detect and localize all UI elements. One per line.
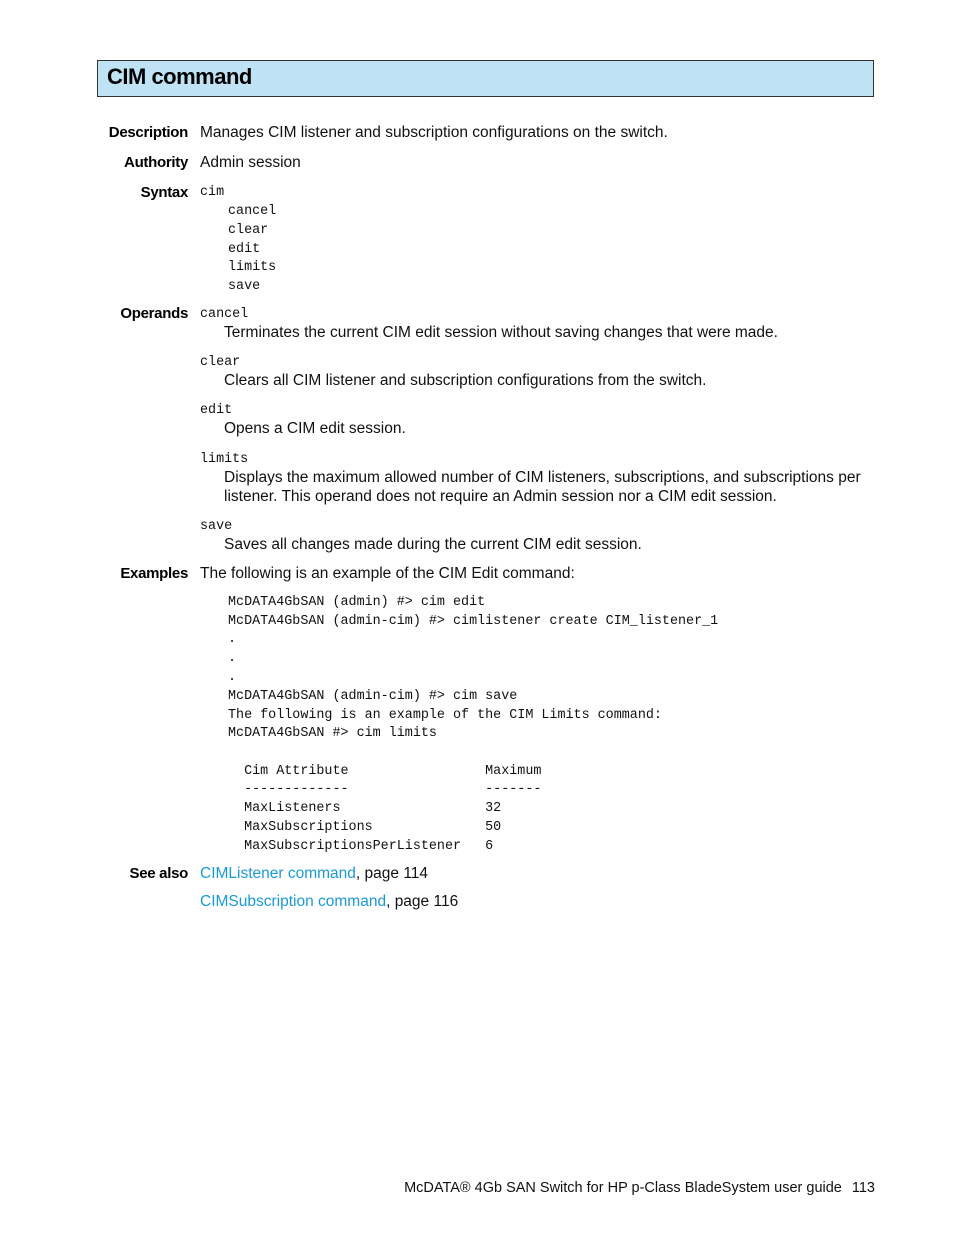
authority-text: Admin session xyxy=(200,154,301,171)
code-line: . xyxy=(228,632,237,647)
code-line: . xyxy=(228,670,237,685)
operand-description: Displays the maximum allowed number of CIM listeners, subscriptions, and subscriptions per xyxy=(224,469,861,486)
description-label: Description xyxy=(108,124,188,141)
cimlistener-link[interactable]: CIMListener command xyxy=(200,865,356,882)
operand-name: edit xyxy=(200,403,233,418)
syntax-keyword: save xyxy=(228,279,261,294)
syntax-command: cim xyxy=(200,185,225,200)
code-line: MaxListeners 32 xyxy=(228,801,502,816)
syntax-keyword: limits xyxy=(228,260,277,275)
page-number: 113 xyxy=(851,1180,875,1196)
code-line: MaxSubscriptions 50 xyxy=(228,820,502,835)
syntax-keyword: edit xyxy=(228,242,261,257)
footer-title: McDATA® 4Gb SAN Switch for HP p-Class BladeSystem user guide xyxy=(404,1180,842,1196)
authority-label: Authority xyxy=(124,154,188,171)
cimsubscription-link[interactable]: CIMSubscription command xyxy=(200,893,387,910)
operand-name: save xyxy=(200,519,233,534)
page-footer xyxy=(404,1180,875,1196)
see-also-label: See also xyxy=(129,865,188,882)
code-line: McDATA4GbSAN (admin) #> cim edit xyxy=(228,595,486,610)
code-line: MaxSubscriptionsPerListener 6 xyxy=(228,839,494,854)
operand-name: limits xyxy=(200,452,249,467)
operand-description: Terminates the current CIM edit session without saving changes that were made. xyxy=(224,324,778,341)
page-reference: , page 114 xyxy=(355,865,429,882)
see-also-entry xyxy=(200,865,428,883)
description-text: Manages CIM listener and subscription configurations on the switch. xyxy=(200,124,668,141)
operand-description: Clears all CIM listener and subscription configurations from the switch. xyxy=(224,372,707,389)
operands-label: Operands xyxy=(120,305,188,322)
operand-description: Opens a CIM edit session. xyxy=(224,420,406,437)
page-title: CIM command xyxy=(107,64,252,89)
operand-description: Saves all changes made during the current CIM edit session. xyxy=(224,536,642,553)
code-line: Cim Attribute Maximum xyxy=(228,764,542,779)
code-line: McDATA4GbSAN (admin-cim) #> cimlistener create CIM_listener_1 xyxy=(228,614,719,629)
syntax-keyword: cancel xyxy=(228,204,277,219)
code-line: McDATA4GbSAN (admin-cim) #> cim save xyxy=(228,689,518,704)
code-line: ------------- ------- xyxy=(228,782,542,797)
examples-intro: The following is an example of the CIM Edit command: xyxy=(200,565,575,582)
code-line: The following is an example of the CIM Limits command: xyxy=(228,708,662,723)
examples-label: Examples xyxy=(120,565,188,582)
code-line: . xyxy=(228,651,237,666)
see-also-entry xyxy=(200,893,458,911)
operand-name: clear xyxy=(200,355,241,370)
operand-name: cancel xyxy=(200,307,249,322)
syntax-label: Syntax xyxy=(140,184,188,201)
code-line: McDATA4GbSAN #> cim limits xyxy=(228,726,437,741)
syntax-keyword: clear xyxy=(228,223,269,238)
title-banner xyxy=(97,60,874,97)
page-reference: , page 116 xyxy=(386,893,459,910)
operand-description: listener. This operand does not require an Admin session nor a CIM edit session. xyxy=(224,488,777,505)
